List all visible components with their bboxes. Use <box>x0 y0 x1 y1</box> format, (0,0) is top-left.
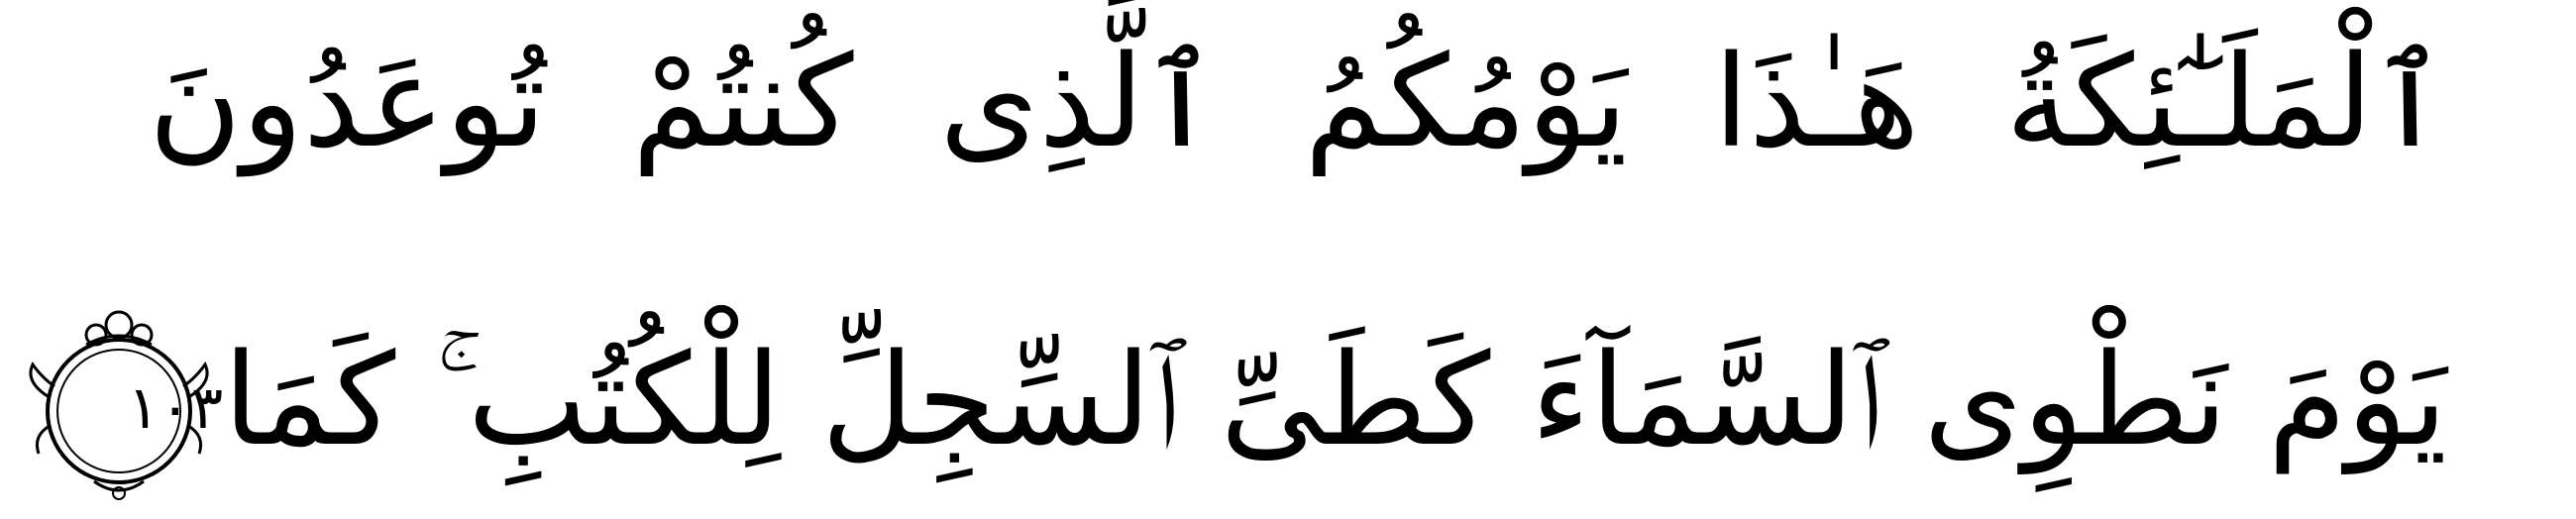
verse-103-line <box>127 287 2447 515</box>
verse-number: ١٠٣ <box>127 373 224 443</box>
verse-103-text: يَوْمَ نَطْوِى ٱلسَّمَآءَ كَطَىِّ ٱلسِّجِلِّ لِلْكُتُبِ ۚ كَمَا <box>223 327 2447 474</box>
ayah-end-rosette-icon <box>15 287 223 515</box>
verse-102-continuation: ٱلْمَلَـٰٓئِكَةُ هَـٰذَا يَوْمُكُمُ ٱلَّذِى كُنتُمْ تُوعَدُونَ <box>149 29 2447 176</box>
